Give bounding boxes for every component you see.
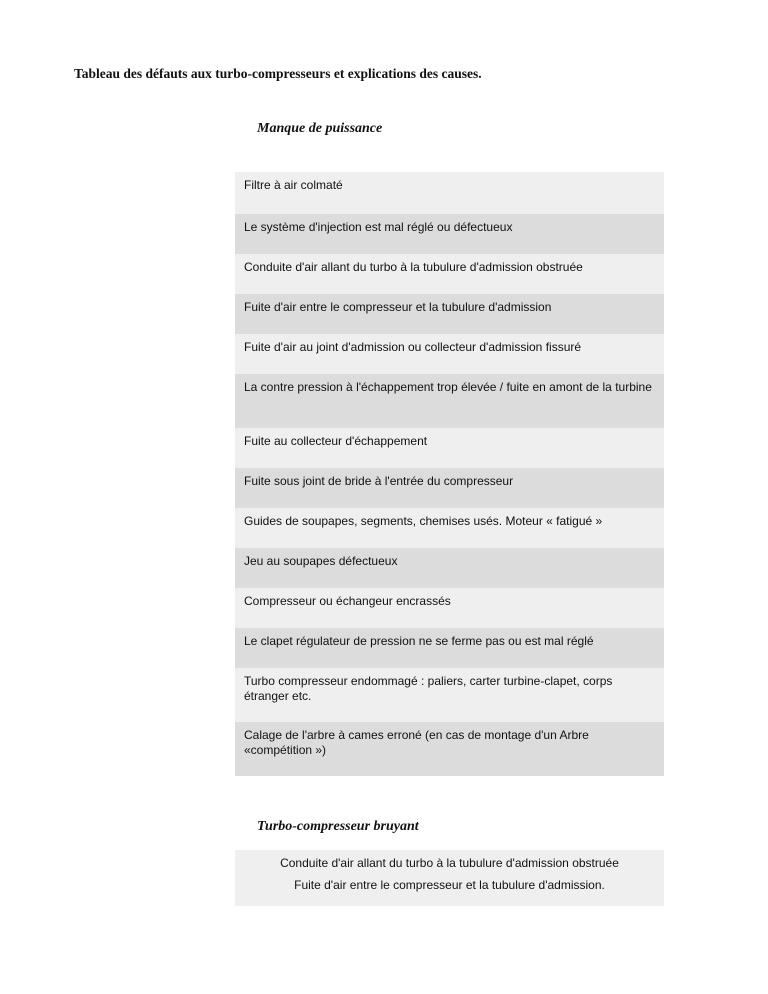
- cause-row: La contre pression à l'échappement trop élevée / fuite en amont de la turbine: [235, 374, 664, 428]
- cause-row: Jeu au soupapes défectueux: [235, 548, 664, 588]
- cause-row: Guides de soupapes, segments, chemises usés. Moteur « fatigué »: [235, 508, 664, 548]
- cause-row: Fuite sous joint de bride à l'entrée du compresseur: [235, 468, 664, 508]
- cause-row: Fuite au collecteur d'échappement: [235, 428, 664, 468]
- document-title: Tableau des défauts aux turbo-compresseurs et explications des causes.: [74, 66, 482, 81]
- cause-row: Le système d'injection est mal réglé ou défectueux: [235, 214, 664, 254]
- cause-row: Fuite d'air entre le compresseur et la tubulure d'admission: [235, 294, 664, 334]
- cause-row: Turbo compresseur endommagé : paliers, carter turbine-clapet, corps étranger etc.: [235, 668, 664, 722]
- cause-row: Calage de l'arbre à cames erroné (en cas de montage d'un Arbre «compétition »): [235, 722, 664, 776]
- cause-row: Compresseur ou échangeur encrassés: [235, 588, 664, 628]
- cause-list-manque-de-puissance: [235, 172, 664, 776]
- cause-row: Le clapet régulateur de pression ne se ferme pas ou est mal réglé: [235, 628, 664, 668]
- cause-row: Conduite d'air allant du turbo à la tubulure d'admission obstruée: [280, 856, 619, 870]
- section-title-manque-de-puissance: Manque de puissance: [257, 121, 383, 136]
- cause-row: Fuite d'air entre le compresseur et la tubulure d'admission.: [294, 878, 605, 892]
- cause-row: Filtre à air colmaté: [235, 172, 664, 214]
- cause-list-turbo-compresseur-bruyant: [235, 850, 664, 906]
- cause-row: Fuite d'air au joint d'admission ou collecteur d'admission fissuré: [235, 334, 664, 374]
- section-title-turbo-compresseur-bruyant: Turbo-compresseur bruyant: [257, 819, 419, 834]
- cause-row: Conduite d'air allant du turbo à la tubulure d'admission obstruée: [235, 254, 664, 294]
